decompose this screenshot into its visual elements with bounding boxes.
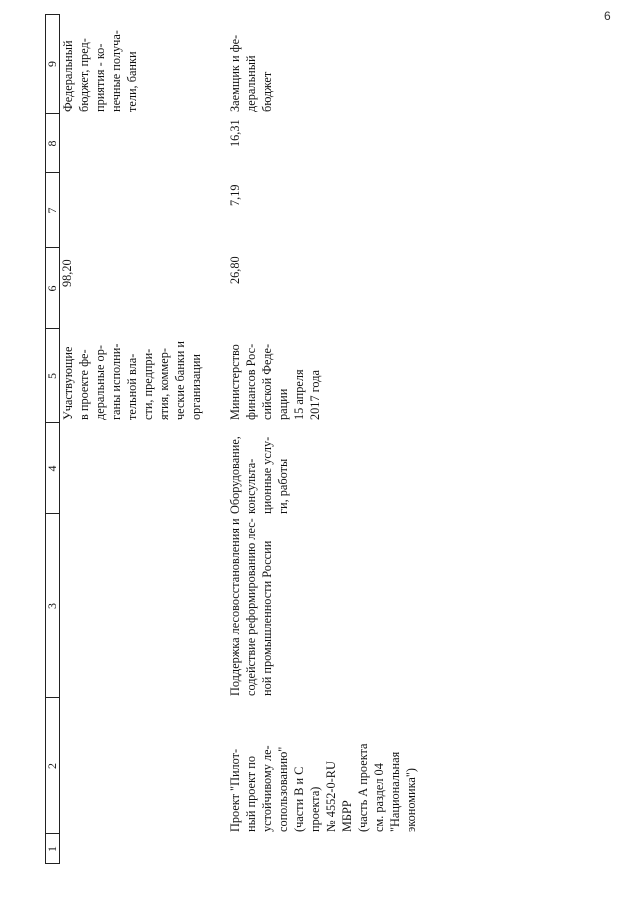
header-col-2: 2 — [45, 763, 59, 769]
header-col-3: 3 — [45, 603, 59, 609]
row2-project-purpose: Поддержка лесовосстановления и содействие реформированию лес- ной промышленности России — [228, 518, 274, 696]
header-col-6: 6 — [45, 285, 59, 292]
row2-col6-value: 26,80 — [228, 256, 242, 284]
header-col-5: 5 — [45, 373, 59, 379]
row2-executor: Министерство финансов Рос- сийской Феде- рации 15 апреля 2017 года — [228, 343, 322, 420]
header-col-8: 8 — [45, 140, 59, 147]
row2-col7-value: 7,19 — [228, 184, 242, 206]
row2-procurement-type: Оборудование, консульта- ционные услу- ги, работы — [228, 436, 290, 514]
header-col-7: 7 — [45, 207, 59, 214]
row1-participants: Участвующие в проекте фе- деральные ор- ганы исполни- тельной вла- сти, предпри- ятия, коммер- ческие банки и организации — [61, 341, 203, 420]
row2-col8-value: 16,31 — [228, 119, 242, 147]
page-number: 6 — [604, 9, 611, 23]
header-col-4: 4 — [45, 465, 59, 472]
row1-funding-source: Федеральный бюджет, пред- приятия - ко- нечные получа- тели, банки — [61, 30, 139, 112]
header-bottom-border — [59, 14, 60, 864]
header-col-1: 1 — [45, 846, 59, 852]
row2-project-name: Проект "Пилот- ный проект по устойчивому ле- сопользованию" (части B и C проекта) № 4552-0-RU МБРР (часть А проекта см. раздел 04 "Национальная экономика") — [228, 743, 418, 832]
rotated-table — [44, 14, 604, 864]
row1-col6-value: 98,20 — [60, 259, 74, 287]
header-col-9: 9 — [45, 61, 59, 67]
row2-funding-source: Заемщик и фе- деральный бюджет — [228, 34, 274, 112]
